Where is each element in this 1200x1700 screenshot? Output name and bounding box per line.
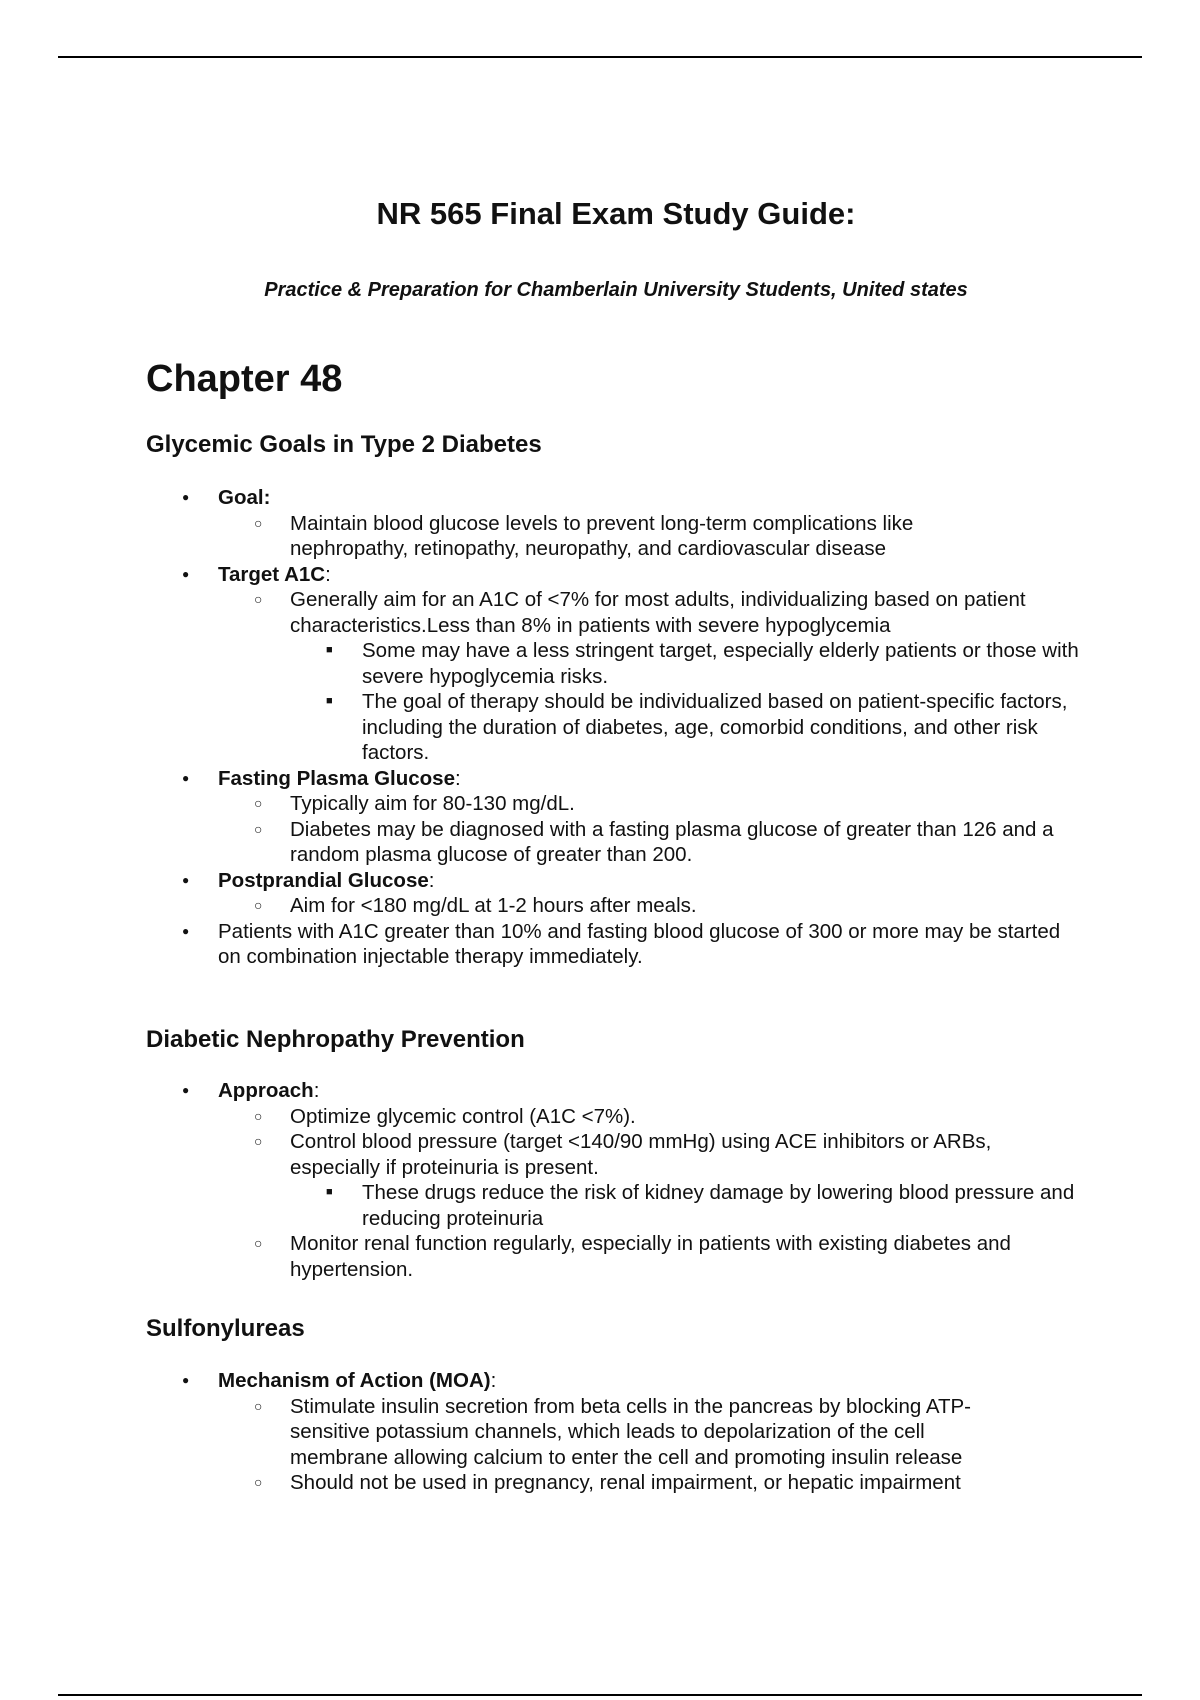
a1c-sub-1: Some may have a less stringent target, especially elderly patients or those with severe hypoglycemia risks. <box>362 639 1079 688</box>
list-item <box>146 919 1086 970</box>
list-item <box>146 1368 1086 1496</box>
chapter-heading: Chapter 48 <box>146 358 343 400</box>
nephropathy-item-2: Control blood pressure (target <140/90 mmHg) using ACE inhibitors or ARBs, especially if proteinuria is present. <box>290 1130 992 1179</box>
moa-item-1: Stimulate insulin secretion from beta cells in the pancreas by blocking ATP- sensitive potassium channels, which leads to depolarization of the cell membrane allowing calcium to enter the cell and promoting insulin release <box>290 1394 972 1469</box>
list-item <box>290 1180 1086 1231</box>
a1c-label: Target A1C <box>218 562 326 586</box>
list-item <box>290 638 1086 689</box>
colon: : <box>454 766 461 790</box>
section-title-glycemic: Glycemic Goals in Type 2 Diabetes <box>146 431 542 458</box>
combination-therapy-note: Patients with A1C greater than 10% and fasting blood glucose of 300 or more may be started on combination injectable therapy immediately. <box>218 919 1061 968</box>
nephropathy-item-2-sub: These drugs reduce the risk of kidney damage by lowering blood pressure and reducing proteinuria <box>362 1181 1075 1230</box>
list-item <box>218 1104 1086 1130</box>
fpg-label: Fasting Plasma Glucose <box>218 766 455 790</box>
list-item <box>218 1231 1086 1282</box>
list-item <box>218 587 1086 766</box>
list-item <box>146 766 1086 868</box>
list-item <box>218 1129 1086 1231</box>
moa-item-2: Should not be used in pregnancy, renal impairment, or hepatic impairment <box>290 1471 961 1494</box>
approach-label: Approach <box>218 1079 314 1102</box>
list-item <box>218 791 1086 817</box>
section-title-nephropathy: Diabetic Nephropathy Prevention <box>146 1026 525 1053</box>
list-item <box>218 893 1086 919</box>
list-item <box>146 485 1086 562</box>
fpg-item-2: Diabetes may be diagnosed with a fasting plasma glucose of greater than 126 and a random plasma glucose of greater than 200. <box>290 817 1054 866</box>
section-title-sulfonylureas: Sulfonylureas <box>146 1315 305 1342</box>
moa-label: Mechanism of Action (MOA) <box>218 1369 491 1392</box>
a1c-text: Generally aim for an A1C of <7% for most adults, individualizing based on patient characteristics.Less than 8% in patients with severe hypoglycemia <box>290 588 1026 637</box>
nephropathy-item-3: Monitor renal function regularly, especially in patients with existing diabetes and hypertension. <box>290 1232 1011 1281</box>
list-item <box>218 511 930 562</box>
top-rule <box>58 56 1142 58</box>
goal-label: Goal: <box>218 486 271 509</box>
bottom-rule <box>58 1694 1142 1696</box>
nephropathy-item-1: Optimize glycemic control (A1C <7%). <box>290 1104 636 1128</box>
list-item <box>290 689 1086 766</box>
sulfonylureas-list <box>146 1368 1086 1496</box>
colon: : <box>490 1369 497 1392</box>
list-item <box>218 1394 990 1471</box>
goal-text: Maintain blood glucose levels to prevent long-term complications like nephropathy, retinopathy, neuropathy, and cardiovascular disease <box>290 511 914 560</box>
colon: : <box>313 1079 320 1102</box>
ppg-item-1: Aim for <180 mg/dL at 1-2 hours after meals. <box>290 894 697 917</box>
glycemic-list <box>146 485 1086 970</box>
list-item <box>146 562 1086 766</box>
fpg-item-1: Typically aim for 80-130 mg/dL. <box>290 792 575 815</box>
list-item <box>218 817 1086 868</box>
nephropathy-list <box>146 1078 1086 1282</box>
document-subtitle: Practice & Preparation for Chamberlain University Students, United states <box>264 279 968 301</box>
a1c-sub-2: The goal of therapy should be individualized based on patient-specific factors, including the duration of diabetes, age, comorbid conditions, and other risk factors. <box>362 690 1068 764</box>
list-item <box>146 868 1086 919</box>
document-title: NR 565 Final Exam Study Guide: <box>376 196 856 231</box>
colon: : <box>325 562 331 586</box>
list-item <box>146 1078 1086 1282</box>
colon: : <box>428 868 435 892</box>
list-item <box>218 1470 1086 1496</box>
ppg-label: Postprandial Glucose <box>218 868 429 892</box>
